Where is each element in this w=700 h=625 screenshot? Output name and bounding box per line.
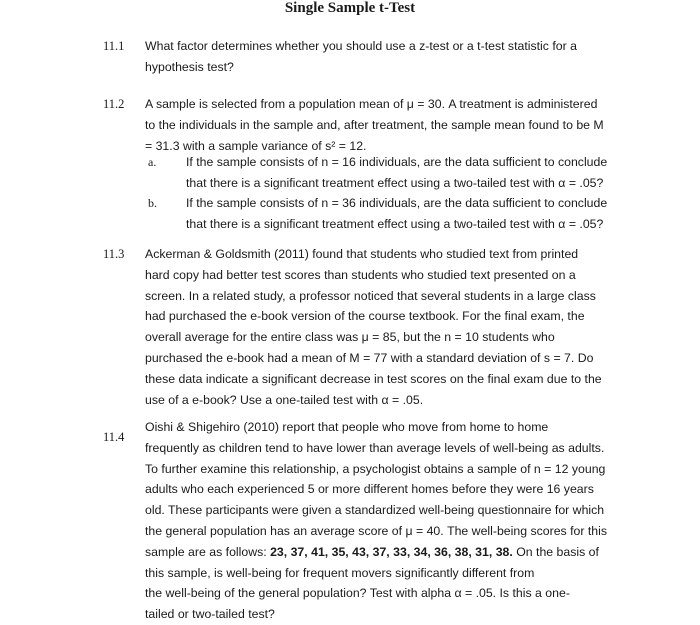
text-line: had purchased the e-book version of the course textbook. For the final exam, the (145, 309, 585, 324)
part-label-a: a. (148, 155, 157, 169)
text-line: old. These participants were given a standardized well-being questionnaire for which (145, 503, 605, 518)
text-line: purchased the e-book had a mean of M = 77 with a standard deviation of s = 7. Do (145, 350, 594, 365)
part-b-text (186, 193, 636, 235)
text-line: to the individuals in the sample and, after treatment, the sample mean found to be M (145, 117, 604, 132)
text-line: Ackerman & Goldsmith (2011) found that students who studied text from printed (145, 247, 579, 261)
page-title: Single Sample t-Test (284, 0, 416, 16)
text-line: hypothesis test? (145, 59, 234, 74)
text-line: screen. In a related study, a professor noticed that several students in a large class (145, 288, 596, 303)
question-number-11-2: 11.2 (103, 97, 125, 111)
question-number-11-3: 11.3 (103, 247, 125, 261)
text-line: = 31.3 with a sample variance of s² = 12. (145, 138, 367, 153)
text-line: that there is a significant treatment effect using a two-tailed test with α = .05? (186, 175, 604, 190)
text-line: If the sample consists of n = 16 individuals, are the data sufficient to conclude (186, 155, 608, 169)
text-line: this sample, is well-being for frequent movers significantly different from (145, 565, 535, 580)
text-line: adults who each experienced 5 or more different homes before they were 16 years (145, 482, 594, 497)
text-line: that there is a significant treatment effect using a two-tailed test with α = .05? (186, 216, 604, 231)
text-line: these data indicate a significant decrease in test scores on the final exam due to the (145, 371, 602, 386)
question-11-3-text (145, 244, 615, 410)
text-line: Oishi & Shigehiro (2010) report that people who move from home to home (145, 420, 549, 434)
text-line: use of a e-book? Use a one-tailed test with α = .05. (145, 392, 424, 407)
text-line: tailed or two-tailed test? (145, 607, 275, 622)
text-line: What factor determines whether you should use a z-test or a t-test statistic for a (145, 39, 577, 53)
text-line: hard copy had better test scores than students who studied text presented on a (145, 267, 576, 282)
text-line: frequently as children tend to have lower than average levels of well-being as adults. (145, 440, 605, 455)
question-11-1-text (145, 36, 615, 78)
text-line: the general population has an average score of μ = 40. The well-being scores for this (145, 523, 608, 538)
scores-intro: sample are as follows: (145, 544, 271, 559)
question-11-2-text (145, 94, 615, 156)
text-line: the well-being of the general population? Test with alpha α = .05. Is this a one- (145, 586, 570, 601)
question-11-4-text (145, 417, 615, 625)
question-number-11-1: 11.1 (103, 39, 125, 53)
part-label-b: b. (148, 196, 157, 210)
text-line: To further examine this relationship, a psychologist obtains a sample of n = 12 young (145, 461, 606, 476)
text-line: A sample is selected from a population mean of μ = 30. A treatment is administered (145, 97, 598, 111)
scores-line (145, 542, 615, 563)
part-a-text (186, 152, 636, 194)
text-line: If the sample consists of n = 36 individuals, are the data sufficient to conclude (186, 196, 608, 210)
scores-values: 23, 37, 41, 35, 43, 37, 33, 34, 36, 38, 31, 38. (270, 544, 513, 559)
question-number-11-4: 11.4 (103, 430, 125, 444)
scores-tail: On the basis of (512, 544, 599, 559)
text-line: overall average for the entire class was μ = 85, but the n = 10 students who (145, 330, 555, 345)
